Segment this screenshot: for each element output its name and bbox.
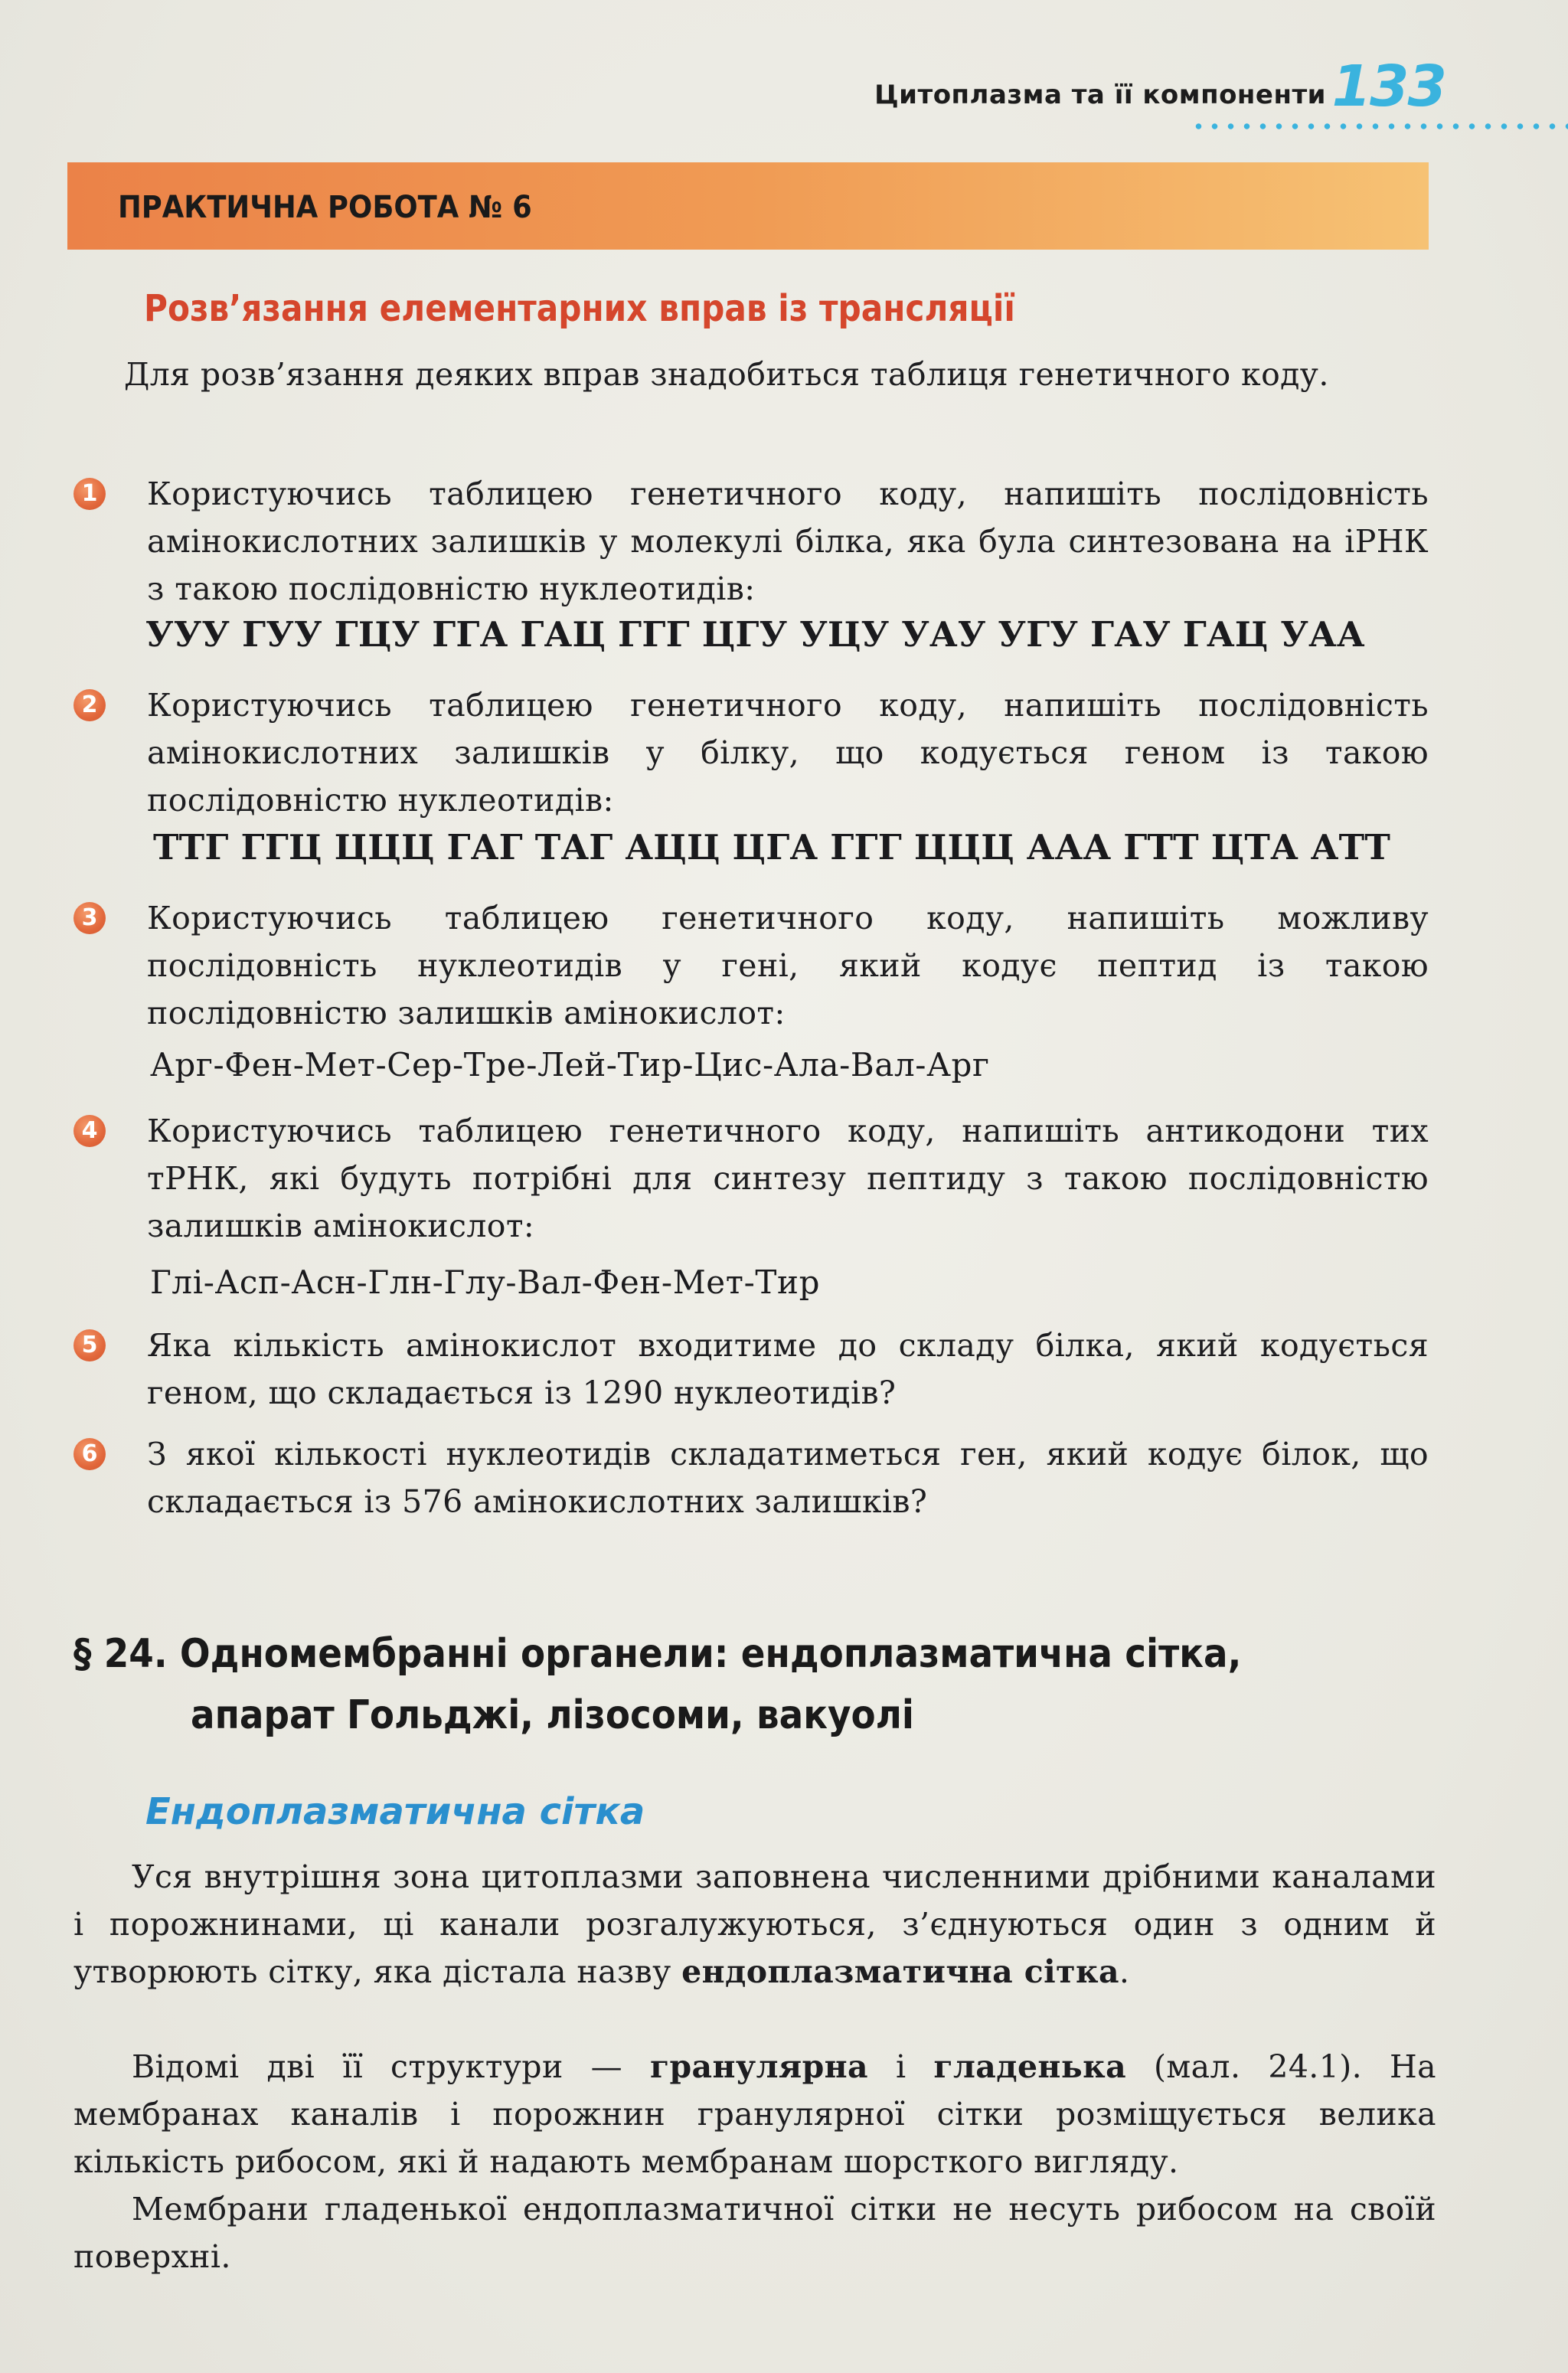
practical-intro: Для розв’язання деяких вправ знадобиться таблиця генетичного коду. <box>124 356 1329 393</box>
practical-work-title: ПРАКТИЧНА РОБОТА № 6 <box>118 190 532 225</box>
subsection-title: Ендоплазматична сітка <box>145 1790 645 1833</box>
section-heading-line-2: апарат Гольджі, лізосоми, вакуолі <box>191 1692 914 1738</box>
exercise-2-sequence: ТТГ ГГЦ ЦЦЦ ГАГ ТАГ АЦЦ ЦГА ГГГ ЦЦЦ ААА ГТТ ЦТА АТТ <box>153 827 1391 868</box>
exercise-number-badge: 2 <box>74 689 106 721</box>
paragraph-2 <box>74 2043 1436 2185</box>
running-header <box>796 54 1455 132</box>
section-heading-line-1: § 24. Одномембранні органели: ендоплазматична сітка, <box>74 1631 1242 1677</box>
page-number: 133 <box>1331 54 1446 119</box>
exercise-text: Користуючись таблицею генетичного коду, напишіть можливу послідовність нуклеотидів у гені, який кодує пептид із такою послідовністю залишків амінокислот: <box>147 900 1429 1031</box>
paragraph-3: Мембрани гладенької ендоплазматичної сітки не несуть рибосом на своїй поверхні. <box>74 2191 1436 2275</box>
exercise-number-badge: 3 <box>74 902 106 934</box>
paragraph-text: і <box>868 2048 934 2085</box>
exercise-text: Користуючись таблицею генетичного коду, напишіть послідовність амінокислотних залишків у молекулі білка, яка була синтезована на іРНК з такою послідовністю нуклеотидів: <box>147 476 1429 607</box>
exercise-number-badge: 1 <box>74 478 106 510</box>
section-heading <box>74 1623 1452 1746</box>
paragraph-text: Відомі дві її структури — <box>132 2048 650 2085</box>
exercise-text: Користуючись таблицею генетичного коду, напишіть антикодони тих тРНК, які будуть потрібні для синтезу пептиду з такою послідовністю залишків амінокислот: <box>147 1113 1429 1244</box>
exercise-number-badge: 5 <box>74 1329 106 1361</box>
exercise-text: З якої кількості нуклеотидів складатиметься ген, який кодує білок, що складається із 576 амінокислотних залишків? <box>147 1436 1429 1520</box>
exercise-number-badge: 4 <box>74 1115 106 1147</box>
paragraph-text: (мал. 24.1). На мембранах каналів і порожнин гранулярної сітки розміщується велика кількість рибосом, які й надають мембранам шорсткого вигляду. <box>74 2048 1436 2180</box>
exercise-1-sequence: УУУ ГУУ ГЦУ ГГА ГАЦ ГГГ ЦГУ УЦУ УАУ УГУ ГАУ ГАЦ УАА <box>145 614 1365 655</box>
paragraph-text: Уся внутрішня зона цитоплазми заповнена численними дрібними каналами і порожнинами, ці канали розгалужуються, з’єднуються один з одним й утворюють сітку, яка дістала назву <box>74 1858 1436 1990</box>
paragraph-end: . <box>1119 1953 1130 1990</box>
term-smooth: гладенька <box>933 2048 1127 2085</box>
header-dotted-rule <box>1191 123 1568 130</box>
exercise-number-badge: 6 <box>74 1438 106 1470</box>
exercise-text: Яка кількість амінокислот входитиме до складу білка, який кодується геном, що складається із 1290 нуклеотидів? <box>147 1327 1429 1411</box>
practical-work-banner <box>67 162 1429 250</box>
exercise-text: Користуючись таблицею генетичного коду, напишіть послідовність амінокислотних залишків у білку, що кодується геном із такою послідовністю нуклеотидів: <box>147 687 1429 819</box>
practical-work-subtitle: Розв’язання елементарних вправ із трансляції <box>144 287 1015 330</box>
exercise-3-peptide: Арг-Фен-Мет-Сер-Тре-Лей-Тир-Цис-Ала-Вал-Арг <box>150 1046 990 1084</box>
paragraph-1 <box>74 1853 1436 1995</box>
exercise-4-peptide: Глі-Асп-Асн-Глн-Глу-Вал-Фен-Мет-Тир <box>150 1263 821 1301</box>
term-granular: гранулярна <box>649 2048 869 2085</box>
term-er: ендоплазматична сітка <box>681 1953 1119 1990</box>
running-title: Цитоплазма та її компоненти <box>874 80 1326 110</box>
